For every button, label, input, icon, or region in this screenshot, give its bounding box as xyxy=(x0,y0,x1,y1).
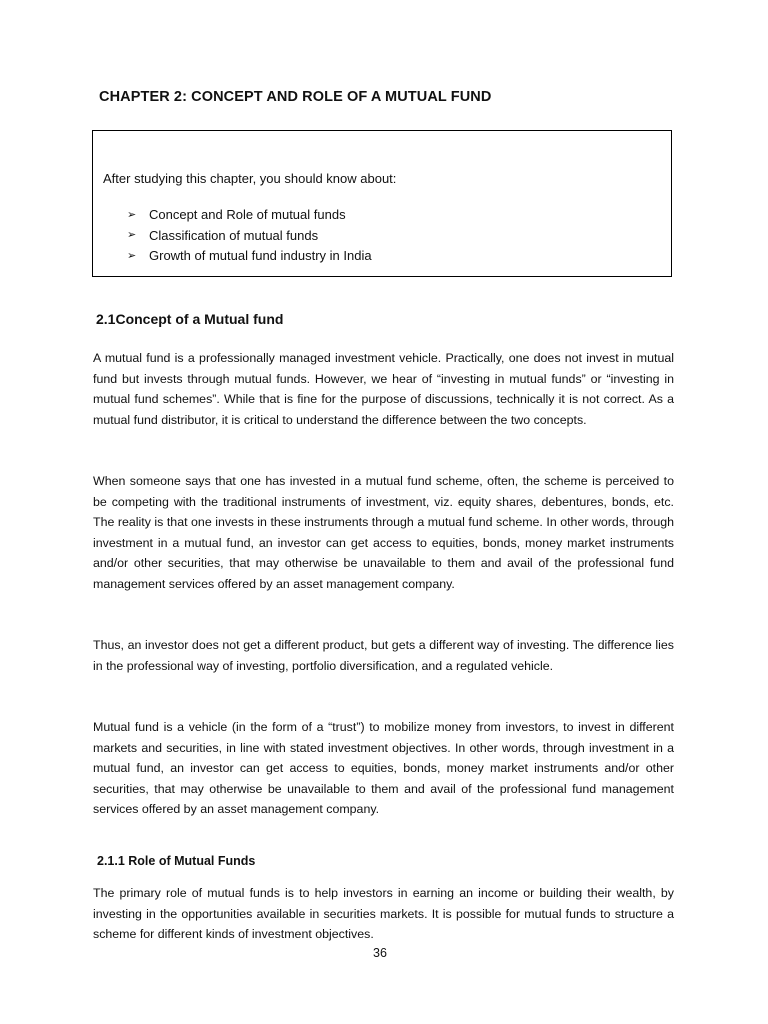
body-paragraph: Thus, an investor does not get a different product, but gets a different way of investing. The difference lies in the professional way of investing, portfolio diversification, and a regulated vehicle. xyxy=(93,638,674,673)
learning-objectives-box xyxy=(92,130,672,277)
objective-item xyxy=(127,205,372,226)
chapter-title: CHAPTER 2: CONCEPT AND ROLE OF A MUTUAL FUND xyxy=(99,89,492,105)
objective-item-text: Concept and Role of mutual funds xyxy=(149,207,346,222)
subsection-heading-role: 2.1.1 Role of Mutual Funds xyxy=(97,854,256,868)
body-paragraph: The primary role of mutual funds is to help investors in earning an income or building their wealth, by investing in the opportunities available in securities markets. It is possible for mutual funds to structure a scheme for different kinds of investment objectives. xyxy=(93,886,674,942)
section-heading-concept: 2.1Concept of a Mutual fund xyxy=(96,311,284,327)
objective-item xyxy=(127,226,372,247)
objectives-list xyxy=(127,205,372,267)
arrow-bullet-icon: ➢ xyxy=(127,208,137,221)
body-paragraph: Mutual fund is a vehicle (in the form of a “trust”) to mobilize money from investors, to invest in different markets and securities, in line with stated investment objectives. In other words, through investment in a mutual fund, an investor can get access to equities, bonds, money market instruments and/or other securities, that may otherwise be unavailable to them and avail of the professional fund management services offered by an asset management company. xyxy=(93,720,674,817)
objectives-intro: After studying this chapter, you should know about: xyxy=(103,171,397,186)
objective-item-text: Growth of mutual fund industry in India xyxy=(149,248,372,263)
objective-item xyxy=(127,246,372,267)
body-paragraph: A mutual fund is a professionally managed investment vehicle. Practically, one does not invest in mutual fund but invests through mutual funds. However, we hear of “investing in mutual funds” or “investing in mutual fund schemes”. While that is fine for the purpose of discussions, technically it is not correct. As a mutual fund distributor, it is critical to understand the difference between the two concepts. xyxy=(93,351,674,427)
body-paragraph: When someone says that one has invested in a mutual fund scheme, often, the scheme is perceived to be competing with the traditional instruments of investment, viz. equity shares, debentures, bonds, etc. The reality is that one invests in these instruments through a mutual fund scheme. In other words, through investment in a mutual fund, an investor can get access to equities, bonds, money market instruments and/or other securities, that may otherwise be unavailable to them and avail of the professional fund management services offered by an asset management company. xyxy=(93,474,674,591)
objective-item-text: Classification of mutual funds xyxy=(149,227,319,243)
arrow-bullet-icon: ➢ xyxy=(127,249,137,262)
page-number: 36 xyxy=(373,946,387,960)
arrow-bullet-icon: ➢ xyxy=(127,229,137,242)
